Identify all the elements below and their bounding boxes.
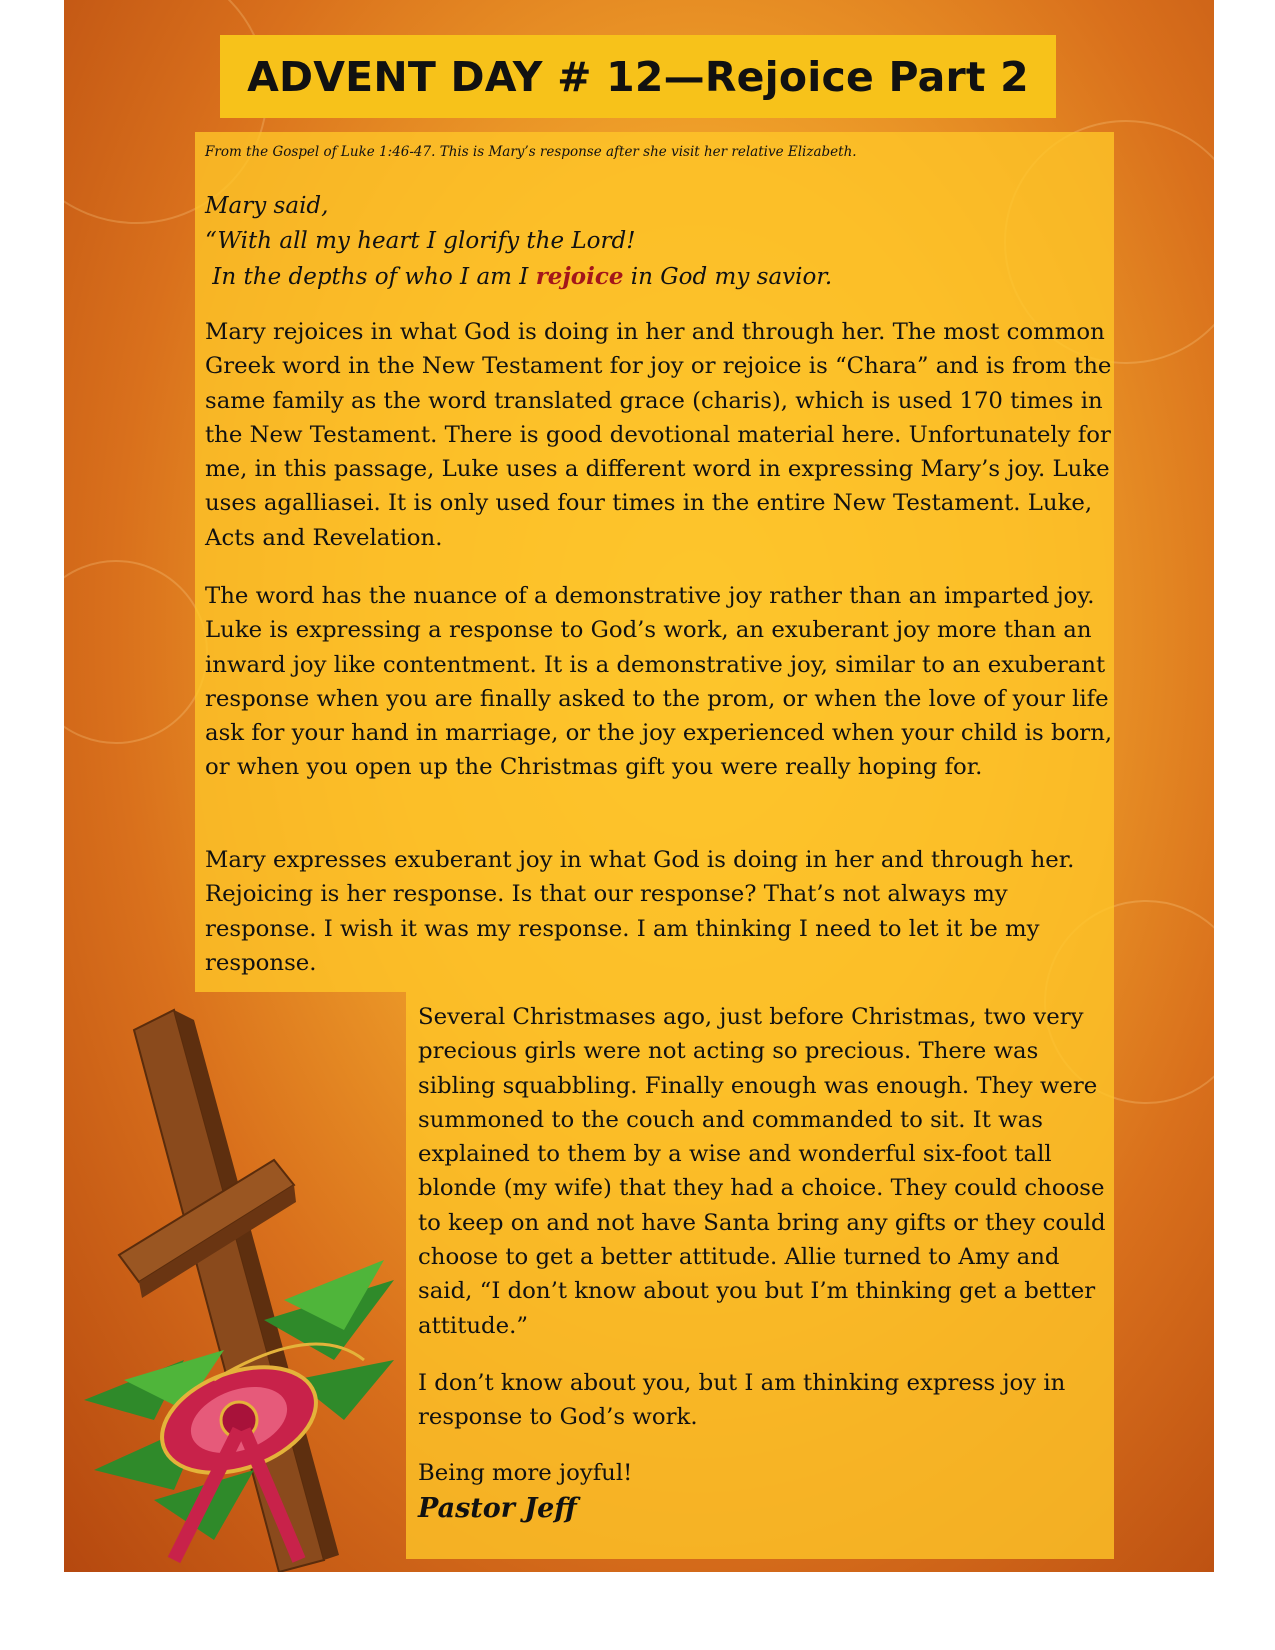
paragraph-2: The word has the nuance of a demonstrative joy rather than an imparted joy. Luke is expressing a response to God’s work, an exuberant joy more than an inward joy like contentment. It is a demonstrative joy, similar to an exuberant response when you are finally asked to the prom, or when the love of your life ask for your hand in marriage, or the joy experienced when your child is born, or when you open up the Christmas gift you were really hoping for. xyxy=(205,583,1113,781)
source-note: From the Gospel of Luke 1:46-47. This is Mary’s response after she visit her relative Elizabeth. xyxy=(205,144,857,160)
closing-line: Being more joyful! xyxy=(418,1460,633,1486)
paragraph-3: Mary expresses exuberant joy in what God is doing in her and through her. Rejoicing is her response. Is that our response? That’s not always my response. I wish it was my response. I am thinking I need to let it be my response. xyxy=(205,847,1075,976)
scripture-quote xyxy=(205,189,1105,295)
signature: Pastor Jeff xyxy=(418,1493,577,1524)
scripture-line-1: Mary said, xyxy=(205,193,329,219)
paragraph-5: I don’t know about you, but I am thinking express joy in response to God’s work. xyxy=(418,1370,1066,1431)
decorative-swirl xyxy=(64,560,208,744)
paragraph-1: Mary rejoices in what God is doing in her and through her. The most common Greek word in the New Testament for joy or rejoice is “Chara” and is from the same family as the word translated grace (charis), which is used 170 times in the New Testament. There is good devotional material here. Unfortunately for me, in this passage, Luke uses a different word in expressing Mary’s joy. Luke uses agalliasei. It is only used four times in the entire New Testament. Luke, Acts and Revelation. xyxy=(205,319,1112,551)
title-banner xyxy=(220,35,1056,118)
page-title: ADVENT DAY # 12—Rejoice Part 2 xyxy=(247,52,1029,101)
scripture-line-2: “With all my heart I glorify the Lord! xyxy=(205,228,636,254)
highlight-word: rejoice xyxy=(535,263,624,290)
scripture-line-3 xyxy=(205,259,1105,295)
paragraph-4: Several Christmases ago, just before Christmas, two very precious girls were not acting so precious. There was sibling squabbling. Finally enough was enough. They were summoned to the couch and commanded to sit. It was explained to them by a wise and wonderful six-foot tall blonde (my wife) that they had a choice. They could choose to keep on and not have Santa bring any gifts or they could choose to get a better attitude. Allie turned to Amy and said, “I don’t know about you but I’m thinking get a better attitude.” xyxy=(418,1004,1106,1339)
cross-with-bow-icon xyxy=(64,1000,404,1572)
scripture-line-3-end: in God my savior. xyxy=(623,264,833,290)
scripture-line-3-start: In the depths of who I am I xyxy=(205,264,536,290)
